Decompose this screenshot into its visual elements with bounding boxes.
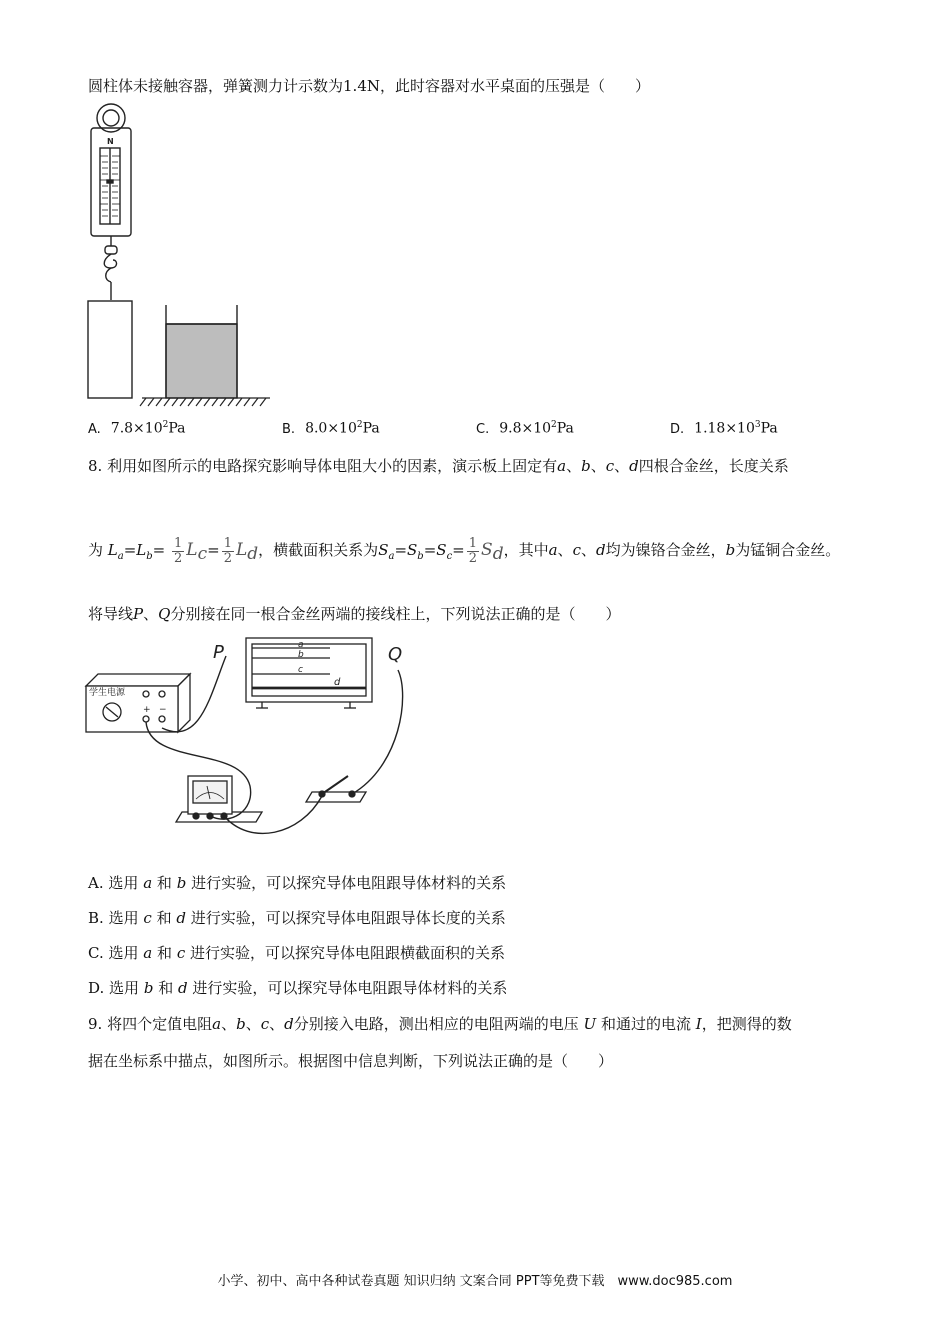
option-label: B.: [282, 421, 296, 437]
q7-figure: [80, 100, 280, 412]
wire-label-c: c: [298, 665, 303, 675]
q8-option-d[interactable]: D. 选用 b 和 d 进行实验，可以探究导体电阻跟导体材料的关系: [88, 979, 508, 997]
q8-stem-line-1: 8. 利用如图所示的电路探究影响导体电阻大小的因素，演示板上固定有a、b、c、d四根合金丝，长度关系: [88, 457, 789, 475]
power-supply: [86, 674, 190, 732]
terminal-plus: [143, 716, 149, 722]
q8-option-c[interactable]: C. 选用 a 和 c 进行实验，可以探究导体电阻跟横截面积的关系: [88, 944, 506, 962]
q8-option-a[interactable]: A. 选用 a 和 b 进行实验，可以探究导体电阻跟导体材料的关系: [88, 874, 507, 892]
cylinder: [88, 301, 132, 398]
scale-hook-lower: [106, 268, 111, 282]
demo-board: [246, 638, 372, 708]
option-label: C.: [476, 421, 490, 437]
option-label: A.: [88, 421, 101, 437]
q7-stem: 圆柱体未接触容器，弹簧测力计示数为1.4N，此时容器对水平桌面的压强是（ ）: [88, 77, 650, 95]
q7-option-d[interactable]: D. $1.18\times 10^3Pa$: [670, 420, 778, 437]
q8-stem-line-2: 为 $L_a=L_b=$ $\frac{1}{2}$ $L_c=$ $\frac{1}{2}$ $L_d$，横截面积关系为$S_a=S_b=S_c=$ $\frac{1}{2}$ $S_d$，其中a、c、d均为镍铬合金丝，b为锰铜合金丝。: [88, 535, 841, 566]
scale-hook: [104, 254, 116, 268]
wire-label-d: d: [334, 677, 341, 688]
svg-text:−: −: [159, 705, 167, 715]
svg-text:+: +: [143, 705, 151, 715]
page-footer: 小学、初中、高中各种试卷真题 知识归纳 文案合同 PPT等免费下载 www.doc985.com: [217, 1274, 733, 1289]
terminal-minus: [159, 716, 165, 722]
fraction-half: $\frac{1}{2}$: [174, 535, 183, 566]
q7-option-a[interactable]: A. $7.8\times 10^2Pa$: [88, 420, 186, 437]
wire-label-a: a: [298, 640, 304, 650]
label-q: Q: [388, 644, 403, 665]
q8-option-b[interactable]: B. 选用 c 和 d 进行实验，可以探究导体电阻跟导体长度的关系: [88, 909, 506, 927]
wire-label-b: b: [298, 650, 304, 660]
fraction-half: $\frac{1}{2}$: [223, 535, 232, 566]
option-label: C.: [88, 944, 104, 962]
q9-stem-line-2: 据在坐标系中描点，如图所示。根据图中信息判断，下列说法正确的是（ ）: [88, 1052, 614, 1070]
switch: [306, 776, 366, 802]
option-label: B.: [88, 909, 104, 927]
q7-option-b[interactable]: B. $8.0\times 10^2Pa$: [282, 420, 380, 437]
scale-ring-inner: [103, 110, 119, 126]
option-label: A.: [88, 874, 104, 892]
q8-circuit-figure: [80, 636, 420, 846]
fraction-half: $\frac{1}{2}$: [468, 535, 478, 566]
option-label: D.: [670, 421, 685, 437]
question-number: 8.: [88, 457, 103, 475]
q7-option-c[interactable]: C. $9.8\times 10^2Pa$: [476, 420, 574, 437]
label-p: P: [213, 642, 224, 663]
q8-stem-line-3: 将导线P、Q分别接在同一根合金丝两端的接线柱上，下列说法正确的是（ ）: [88, 605, 621, 623]
q9-stem-line-1: 9. 将四个定值电阻a、b、c、d分别接入电路，测出相应的电阻两端的电压 U 和通过的电流 I，把测得的数: [88, 1015, 792, 1033]
scale-letter: N: [107, 137, 114, 146]
container: [166, 305, 237, 398]
scale-hook-block: [105, 246, 117, 254]
spring-scale: [91, 104, 131, 300]
container-liquid: [166, 324, 237, 398]
option-label: D.: [88, 979, 105, 997]
power-label: 学生电源: [89, 688, 126, 698]
table-surface: [140, 398, 270, 406]
question-number: 9.: [88, 1015, 103, 1033]
scale-pointer: [107, 180, 113, 183]
